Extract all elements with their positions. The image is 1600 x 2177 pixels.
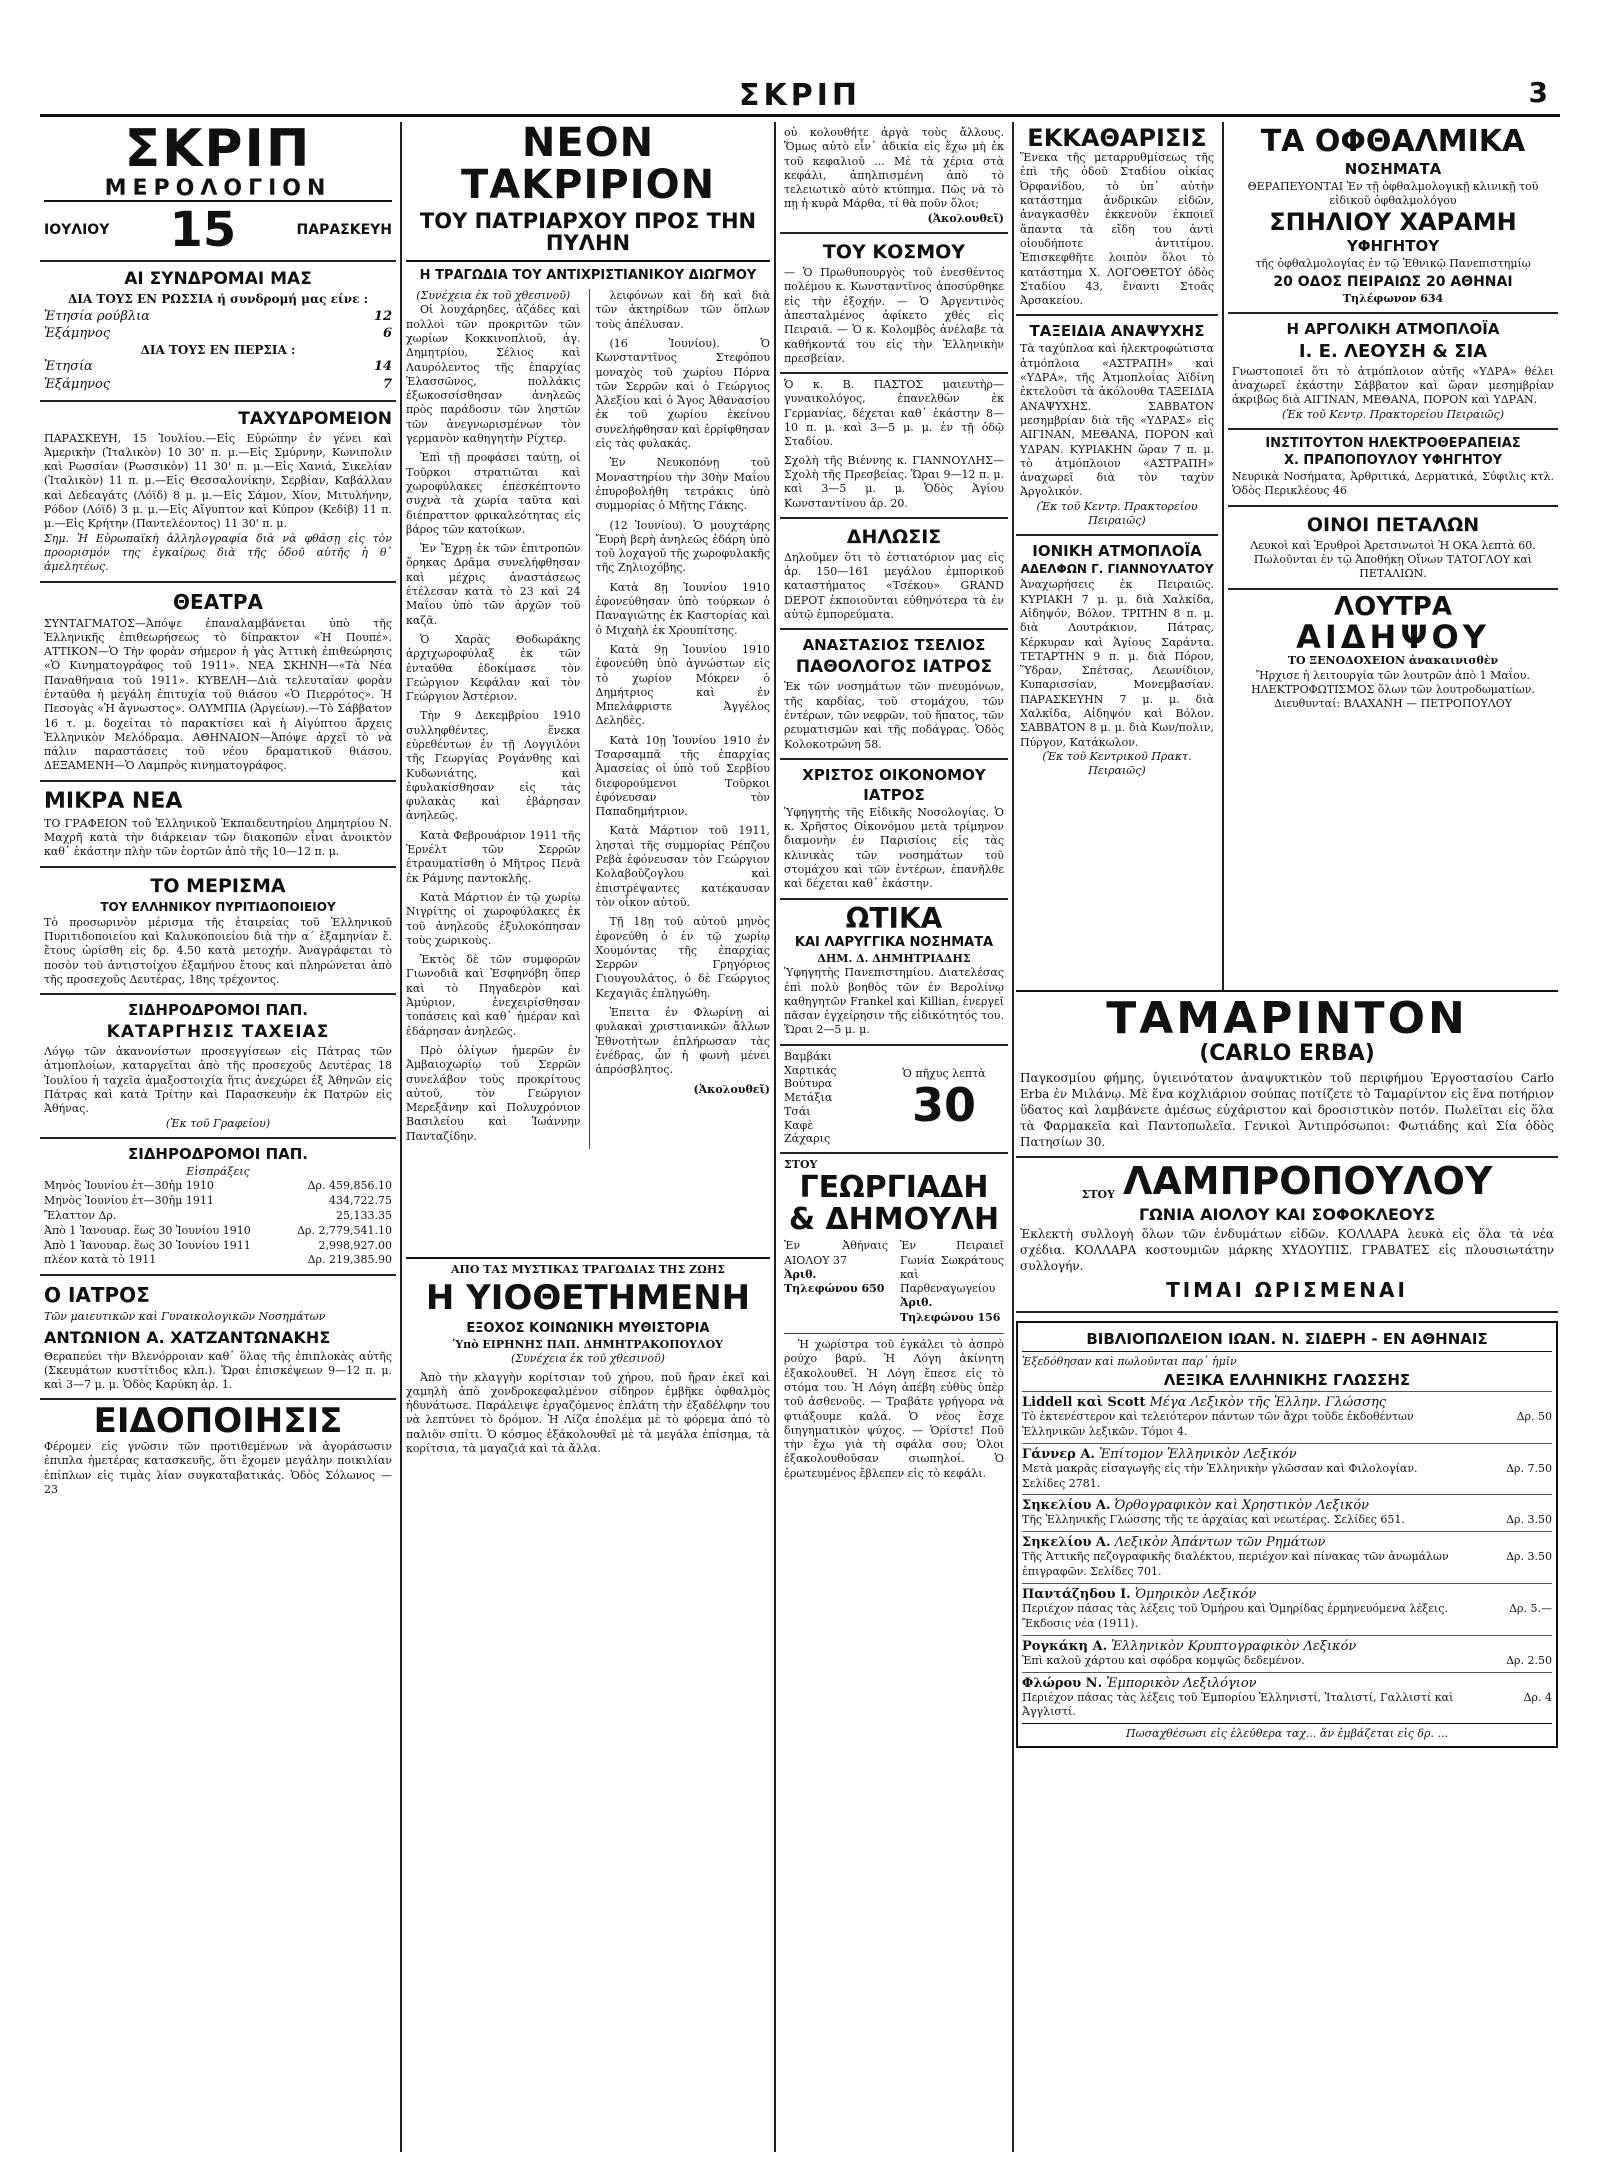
lead-paragraph: Κατὰ Φεβρουάριον 1911 τῆς Ἐρνέλτ τῶν Σερρῶν ἐτραυματίσθη ὁ Μῆτρος Πενᾶ ἐκ Ράμνης παντοκλῆς.: [406, 828, 581, 885]
post-text: ΠΑΡΑΣΚΕΥΗ, 15 Ἰουλίου.—Εἰς Εὐρώπην ἐν γένει καὶ Ἀμερικὴν (Ἰταλικὸν) 10 30' π. μ.—Εἰς Σμύρνην, Κωνιπολιν καὶ Ρωσσίαν (Ρωσσικὸν) 11 30' π. μ.—Εἰς Χανιά, Σικελίαν (Ἰταλικὸν) 11 π. μ.—Εἰς Θεσσαλονίκην, Σερβίαν, Καβάλλαν καὶ Δεδεαγάτς (Λόϊδ) 8 μ. μ.—Εἰς Σάμον, Χίον, Μιτυλήνην, Ρόδον (Λόϊδ) 3 μ. μ.—Εἰς Αἴγυπτον καὶ Κύπρον (Κεδίβ) 11 π. μ.—Εἰς Κρήτην (Παντελέοντος) 11 30' π. μ.: [44, 431, 392, 531]
receipt-row: Ἀπὸ 1 Ἰανουαρ. ἕως 30 Ἰουνίου 1910 Δρ. 2,779,541.10: [44, 1223, 392, 1237]
doctor-text: Θεραπεύει τὴν Βλενόρροιαν καθ᾽ ὅλας τῆς ἐπιπλοκὰς αὐτῆς (Σκευμάτων κυστίτιδος κλπ.). Ὥραι ἐπισκέψεων 9—12 π. μ. καὶ 3—7 μ. μ. Ὁδὸς Καρύκη ἀρ. 1.: [44, 1349, 392, 1392]
book-entry: Γάννερ Α. Ἐπίτομον Ἑλληνικὸν Λεξικόν Μετὰ μακρᾶς εἰσαγωγῆς εἰς τὴν Ἑλληνικὴν γλῶσσαν καὶ Φιλολογίαν. Σελίδες 2781. Δρ. 7.50: [1022, 1443, 1552, 1495]
lead-column-left: [406, 289, 581, 1149]
masthead: [40, 78, 1560, 117]
eye-address: 20 ΟΔΟΣ ΠΕΙΡΑΙΩΣ 20 ΑΘΗΝΑΙ: [1273, 273, 1513, 290]
lambropoulos-footer: ΤΙΜΑΙ ΩΡΙΣΜΕΝΑΙ: [1166, 1277, 1408, 1302]
doctor-subheading: Τῶν μαιευτικῶν καὶ Γυναικολογικῶν Νοσημάτων: [44, 1310, 326, 1324]
tamarindo-subheading: (CARLO ERBA): [1199, 1041, 1375, 1067]
lambropoulos-address: ΓΩΝΙΑ ΑΙΟΛΟΥ ΚΑΙ ΣΟΦΟΚΛΕΟΥΣ: [1138, 1205, 1436, 1225]
eye-doctor-title: ΥΦΗΓΗΤΟΥ: [1346, 237, 1440, 256]
lead-paragraph: λειφόνων καὶ δὴ καὶ διὰ τῶν ἀκτηρίδων τῶν ὅπλων τοὺς ἀπέλυσαν.: [595, 289, 770, 331]
price-tag: [884, 1067, 1004, 1130]
electro-heading: ΙΝΣΤΙΤΟΥΤΟΝ ΗΛΕΚΤΡΟΘΕΡΑΠΕΙΑΣ: [1265, 436, 1521, 452]
declaration-text: Δηλοῦμεν ὅτι τὸ ἐστιατόριον μας εἰς ἀρ. 150—161 μεγάλου ἐμπορικοῦ καταστήματος «Τσέκου» GRAND DEPOT ἐκποιοῦνται εὐθηνότερα τὰ ἐν αὐτῷ ἐμπορεύματα.: [784, 550, 1004, 622]
subscription-row: Ἐτησία 14: [44, 359, 392, 375]
bookstore-box: [1016, 1321, 1558, 1748]
book-entry: Φλώρου Ν. Ἐμπορικὸν Λεξιλόγιον Περιέχον πάσας τὰς λέξεις τοῦ Ἐμπορίου Ἑλληνιστί, Ἰταλιστί, Γαλλιστί καὶ Ἀγγλιστί. Δρ. 4: [1022, 1672, 1552, 1724]
subscription-row: Ἑξάμηνος 7: [44, 376, 392, 392]
serial-genre: ΕΞΟΧΟΣ ΚΟΙΝΩΝΙΚΗ ΜΥΘΙΣΤΟΡΙΑ: [466, 1320, 710, 1336]
column-ads-bottom: [1016, 990, 1558, 2150]
railway-receipts-subheading: Εἰσπράξεις: [186, 1164, 250, 1178]
serial-author: Ὑπὸ ΕΙΡΗΝΗΣ ΠΑΠ. ΔΗΜΗΤΡΑΚΟΠΟΥΛΟΥ: [453, 1337, 723, 1351]
lambropoulos-heading: ΛΑΜΠΡΟΠΟΥΛΟΥ: [1122, 1159, 1493, 1204]
price-label: Ὁ πῆχυς λεπτὰ: [902, 1066, 986, 1080]
dentist-text: Ὑφηγητὴς τῆς Εἰδικῆς Νοσολογίας. Ὁ κ. Χρῆστος Οἰκονόμου μετὰ τρίμηνον διαμονὴν ἐν Παρισίοις εἰς τὰς κλινικὰς τῶν νοσημάτων τοῦ στομάχου καὶ τῶν ἐντέρων, ἐπανῆλθε καὶ δέχεται καθ᾽ ἑκάστην.: [784, 805, 1004, 891]
lead-body: [406, 289, 770, 1149]
masthead-title: ΣΚΡΙΠ: [739, 78, 861, 113]
calendar-date: [44, 201, 392, 258]
baths-heading: ΛΟΥΤΡΑ: [1334, 591, 1452, 622]
dentist-heading: ΧΡΙΣΤΟΣ ΟΙΚΟΝΟΜΟΥ: [802, 765, 986, 784]
trips-source: (Ἐκ τοῦ Κεντρ. Πρακτορείου Πειραιῶς): [1036, 499, 1198, 528]
subscription-row: Ἑξάμηνος 6: [44, 326, 392, 342]
world-text: — Ὁ Πρωθυπουργὸς τοῦ ἐνεσθέντος πολέμου κ. Κωνσταντῖνος ἀποσύρθηκε εἰς τὴν ἐξοχήν. — Ὁ Ἀργεντινὸς ἀπεσταλμένος ἀφίκετο χθὲς εἰς Πειραιᾶ. — Ὁ κ. Κολομβὸς ἀνέλαβε τὰ καθήκοντά του εἰς τὴν Ἑλληνικὴν πρεσβείαν.: [784, 266, 1004, 365]
lead-paragraph: (16 Ἰουνίου). Ὁ Κωνσταντῖνος Στεφόπου μοναχὸς τοῦ χωρίου Πόρνα τῶν Σερρῶν καὶ ὁ Γεώργιος Ἀλεξίου καὶ ὁ Ἄγος Ἀθανασίου ἐκ τοῦ χωρίου ἐκείνου συνελήφθησαν καὶ ἐρρίφθησαν εἰς τὰς φυλακάς.: [595, 336, 770, 451]
world-heading: ΤΟΥ ΚΟΣΜΟΥ: [822, 241, 966, 264]
argo-subheading: Ι. Ε. ΛΕΟΥΣΗ & ΣΙΑ: [1298, 340, 1488, 362]
wine-text: Λευκοὶ καὶ Ἐρυθροὶ Ἀρετσινωτοὶ Ἡ ΟΚΑ λεπτὰ 60. Πωλοῦνται ἐν τῷ Ἀποθήκῃ Οἴνων ΤΑΤΟΓΛΟΥ καὶ ΠΕΤΑΛΙΩΝ.: [1250, 538, 1536, 581]
physician-heading: ΑΝΑΣΤΑΣΙΟΣ ΤΣΕΛΙΟΣ: [802, 636, 986, 655]
eye-doctor-name: ΣΠΗΛΙΟΥ ΧΑΡΑΜΗ: [1269, 208, 1517, 237]
post-heading: ΤΑΧΥΔΡΟΜΕΙΟΝ: [238, 408, 392, 429]
serial-continued: (Συνέχεια ἐκ τοῦ χθεσινοῦ): [511, 1352, 665, 1366]
dividend-subheading: ΤΟΥ ΕΛΛΗΝΙΚΟΥ ΠΥΡΙΤΙΔΟΠΟΙΕΙΟΥ: [100, 899, 336, 914]
eye-subheading: ΝΟΣΗΜΑΤΑ: [1344, 159, 1442, 178]
receipt-row: Ἔλαττον Δρ. 25,133.35: [44, 1208, 392, 1222]
lead-paragraph: Κατὰ 9ῃ Ἰουνίου 1910 ἐφονεύθη ὑπὸ ἀγνώστων εἰς τὸ χωρίον Μόκρεν ὁ Δημήτριος καὶ ἐν Μπελάφριστε Ἀγγέλος Δεληδὲς.: [595, 642, 770, 728]
persia-heading: ΔΙΑ ΤΟΥΣ ΕΝ ΠΕΡΣΙΑ :: [140, 342, 296, 357]
bookstore-intro: Ἐξεδόθησαν καὶ πωλοῦνται παρ᾽ ἡμῖν: [1022, 1354, 1237, 1368]
lead-paragraph: Κατὰ 10ῃ Ἰουνίου 1910 ἐν Τσαρσαμπᾶ τῆς ἐπαρχίας Ἀμασείας οἱ ὑπὸ τοῦ Σερβίου διεφορούμενοι Τοῦρκοι ἐφόνευσαν τὸν Παπαδημήτριον.: [595, 733, 770, 819]
physician-text: Ἐκ τῶν νοσημάτων τῶν πνευμόνων, τῆς καρδίας, τοῦ στομάχου, τῶν ἐντέρων, τῶν νεφρῶν, τοῦ ἥπατος, τῶν ρευματισμῶν καὶ τῆς ποδάγρας. Ὁδὸς Κολοκοτρώνη 58.: [784, 680, 1004, 751]
calendar-subtitle: ΜΕΡΟΛΟΓΙΟΝ: [44, 177, 392, 202]
argo-source: (Ἐκ τοῦ Κεντρ. Πρακτορείου Πειραιῶς): [1282, 407, 1504, 421]
dividend-heading: ΤΟ ΜΕΡΙΣΜΑ: [150, 874, 286, 897]
bookstore-heading: ΒΙΒΛΙΟΠΩΛΕΙΟΝ ΙΩΑΝ. Ν. ΣΙΔΕΡΗ - ΕΝ ΑΘΗΝΑΙΣ: [1022, 1330, 1552, 1352]
column-rule: [1222, 122, 1224, 990]
liquidation-heading: ΕΚΚΑΘΑΡΙΣΙΣ: [1027, 124, 1207, 152]
shop-phone: Ἀριθ. Τηλεφώνου 156: [900, 1296, 1001, 1324]
pastos-notice: Ὁ κ. Β. ΠΑΣΤΟΣ μαιευτὴρ—γυναικολόγος, ἐπανελθὼν ἐκ Γερμανίας, δέχεται καθ᾽ ἑκάστην 8—10 π. μ. καὶ 3—5 μ. μ. ἐν τῇ ὁδῷ Σταδίου.: [784, 378, 1004, 449]
declaration-heading: ΔΗΛΩΣΙΣ: [846, 525, 942, 548]
lead-paragraph: Ἐκτὸς δὲ τῶν συμφορῶν Γιωνοδιᾶ καὶ Ἐσφηνόβη ὅπερ καὶ τὸ Πηγαδερὸν καὶ Ἀμύριον, ἐνεχειρίσθησαν τοπάσεις καὶ καθ᾽ ἡμέραν καὶ ἐδάρησαν ἀνηλεῶς.: [406, 953, 581, 1038]
doctor-heading: Ο ΙΑΤΡΟΣ: [44, 1283, 150, 1308]
lambropoulos-prefix: ΣΤΟΥ: [1081, 1188, 1115, 1202]
book-entry: Ρογκάκη Α. Ἑλληνικὸν Κρυπτογραφικὸν Λεξικόν Ἐπὶ καλοῦ χάρτου καὶ σφόδρα κομψῶς δεδεμένον. Δρ. 2.50: [1022, 1635, 1552, 1672]
serial-title: Η ΥΙΟΘΕΤΗΜΕΝΗ: [425, 1278, 751, 1319]
lead-paragraph: Κατὰ 8ῃ Ἰουνίου 1910 ἐφονεύθησαν ὑπὸ τούρκων ὁ Παναγιώτης ἐκ Καστορίας καὶ ὁ Μιχαὴλ ἐκ Χρουπίτσης.: [595, 580, 770, 637]
ionian-subheading: ΑΔΕΛΦΩΝ Γ. ΓΙΑΝΝΟΥΛΑΤΟΥ: [1020, 562, 1214, 577]
lead-paragraph: Ἐπὶ τῇ προφάσει ταύτῃ, οἱ Τοῦρκοι στρατιῶται καὶ χωροφύλακες ἐπεσκέπτοντο συχνὰ τὰ χωρία ταῦτα καὶ διέπραττον φρικαλεότητας εἰς βάρος τῶν κατοίκων.: [406, 451, 581, 536]
price-items: Βαμβάκι Χαρτικάς Βούτυρα Μετάξια Τσάι Καφὲ Ζάχαρις: [784, 1049, 837, 1146]
lead-paragraph: (12 Ἰουνίου). Ὁ μουχτάρης Ἔυρὴ βερὴ ἀνηλεῶς ἐδάρη ὑπὸ τοῦ λοχαγοῦ τῆς χωροφυλακῆς τῆς Ζηλιοχόβης.: [595, 518, 770, 575]
theatre-heading: ΘΕΑΤΡΑ: [173, 589, 263, 614]
ent-heading: ΩΤΙΚΑ: [845, 901, 943, 935]
lead-column-right: [589, 289, 771, 1149]
news-text: ΤΟ ΓΡΑΦΕΙΟΝ τοῦ Ἑλληνικοῦ Ἐκπαιδευτηρίου Δημητρίου Ν. Μαχρῆ κατὰ τὴν διάρκειαν τῶν διακοπῶν εἶναι ἀνοικτὸν καθ᾽ ἑκάστην πλὴν τῶν ἑορτῶν ἀπὸ τῆς 10—12 π. μ.: [44, 816, 392, 859]
lead-paragraph: Κατὰ Μάρτιον τοῦ 1911, λησταὶ τῆς συμμορίας Ρέπζου Ρεβὰ ἐφόνευσαν τὸν Γεώργιον Κολαβοῦζογλου καὶ ἐπιστρέψαντες κατέκαυσαν τὸν οἶκον αὐτοῦ.: [595, 824, 770, 909]
dividend-text: Τὸ προσωρινὸν μέρισμα τῆς ἑταιρείας τοῦ Ἑλληνικοῦ Πυριτιδοποιείου καὶ Καλυκοποιείου διὰ τὴν α΄ ἑξαμηνίαν ἔ. ἔτους ὡρίσθη εἰς δρ. 4.50 κατὰ μετοχήν. Ἀναγράφεται τὸ ποσὸν τοῦ ἀντιστοίχου ἑξαμήνου ἔτους καὶ πληρώνεται ἀπὸ τῆς προσεχοῦς Δευτέρας, 18ης τρέχοντος.: [44, 915, 392, 986]
shop-addresses: [784, 1239, 1004, 1325]
lead-paragraph: Ἐπειτα ἐν Φλωρίνῃ αἱ φυλακαὶ χριστιανικῶν ἄλλων Ἐθνοτήτων ἐπλήρωσαν τὰς ἐνέδρας, ὧν ἡ φωνὴ μένει ἀπρόσβλητος.: [595, 1006, 770, 1077]
baths-text: Ἤρχισε ἡ λειτουργία τῶν λουτρῶν ἀπὸ 1 Μαΐου. ΗΛΕΚΤΡΟΦΩΤΙΣΜΟΣ ὅλων τῶν λουτροδωματίων. Διευθυνταί: ΒΛΑΧΑΝΗ — ΠΕΤΡΟΠΟΥΛΟΥ: [1251, 668, 1535, 711]
tamarindo-heading: ΤΑΜΑΡΙΝΤΟΝ: [1106, 993, 1468, 1044]
serial-kicker: ΑΠΟ ΤΑΣ ΜΥΣΤΙΚΑΣ ΤΡΑΓΩΔΙΑΣ ΤΗΣ ΖΩΗΣ: [450, 1263, 726, 1276]
lambropoulos-text: Ἐκλεκτὴ συλλογὴ ὅλων τῶν ἐνδυμάτων εἰδῶν. ΚΟΛΛΑΡΑ λευκὰ εἰς ὅλα τὰ νέα σχέδια. ΚΟΛΛΑΡΑ κοστουμιῶν μάρκης ΧΥΔΟΥΠΙΣ. ΓΡΑΒΑΤΕΣ εἰς πλουσιωτάτην συλλογήν.: [1020, 1227, 1554, 1273]
trips-heading: ΤΑΞΕΙΔΙΑ ΑΝΑΨΥΧΗΣ: [1029, 322, 1205, 341]
shop-phone: Ἀριθ. Τηλεφώνου 650: [784, 1267, 885, 1296]
date-month: ΙΟΥΛΙΟΥ: [44, 221, 110, 238]
receipt-row: Ἀπὸ 1 Ἰανουαρ. ἕως 30 Ἰουνίου 1911 2,998,927.00: [44, 1238, 392, 1252]
railway-text: Λόγῳ τῶν ἀκανονίστων προσεγγίσεων εἰς Πάτρας τῶν ἀτμοπλοίων, καταργεῖται ἀπὸ τῆς προσεχοῦς Δευτέρας 18 Ἰουλίου ἡ ταχεῖα ἁμαξοστοιχία ἥτις ἀνεχώρει ἐξ Ἀθηνῶν εἰς Πάτρας καὶ κατὰ Τρίτην καὶ Παρασκευὴν ἐκ Πατρῶν εἰς Ἀθήνας.: [44, 1045, 392, 1116]
railway-source: (Ἐκ τοῦ Γραφείου): [165, 1116, 271, 1130]
lead-paragraph: Οἱ λουχάρηδες, ἀζάδες καὶ πολλοὶ τῶν προκριτῶν τῶν χωρίων Κοκκινοπλιοῦ, ἁγ. Δημητρίου, Σέλιος καὶ Λαυρόλεντος τῆς ἐπαρχίας Ἐλασσῶνος, πολλάκις ἐξωκοσσίσθησαν ἀνηλεῶς πρὸς παράδοσιν τῶν ληστῶν τῶν ἀνεγνωρισμένων τὸν γερμανὸν καθηγητὴν Ρίχτερ.: [406, 303, 581, 446]
column-rule: [400, 122, 402, 2152]
column-rule: [774, 122, 776, 2152]
lead-paragraph: Ὁ Χαρὰς Θοδωράκης ἀρχιχωροφύλαξ ἐκ τῶν ἐνταῦθα ἐδοκίμασε τὸν Γεώργιον Κεφάλαν καὶ τὸν Γεώργιον Ἀστέριον.: [406, 632, 581, 704]
column-rule: [1012, 122, 1014, 2152]
receipt-row: πλέον κατὰ τὸ 1911 Δρ. 219,385.90: [44, 1253, 392, 1267]
date-day: 15: [169, 201, 237, 258]
lead-paragraph: Ἐν Ἔχρῃ ἐκ τῶν ἐπιτροπῶν ὅρηκας Δρᾶμα συνελήφθησαν καὶ μέχρις ἀναστάσεως ἐτέλεσαν κατὰ τὸ 23 καὶ 24 Μαΐου ὑπὸ τῶν ἀρχῶν τοῦ καζᾶ.: [406, 542, 581, 627]
column-shipping: [1016, 122, 1218, 990]
physician-subheading: ΠΑΘΟΛΟΓΟΣ ΙΑΤΡΟΣ: [795, 657, 993, 678]
ionian-heading: ΙΟΝΙΚΗ ΑΤΜΟΠΛΟΪΑ: [1032, 542, 1202, 561]
price-box: [780, 1046, 1008, 1154]
argo-text: Γνωστοποιεῖ ὅτι τὸ ἀτμόπλοιον αὐτῆς «ΥΔΡΑ» θέλει ἀναχωρεῖ ἐκάστην Σάββατον καὶ ὥραν μεσημβρίαν ἀκριβῶς διὰ ΑΙΓΙΝΑΝ, ΜΕΘΑΝΑ, ΠΟΡΟΝ καὶ ΥΔΡΑΝ.: [1232, 364, 1554, 407]
shop-name: ΓΕΩΡΓΙΑΔΗ: [799, 1170, 989, 1206]
baths-name: ΑΙΔΗΨΟΥ: [1296, 617, 1490, 656]
subscriptions-intro: ΔΙΑ ΤΟΥΣ ΕΝ ΡΩΣΣΙΑ ή συνδρομή μας είνε :: [68, 291, 368, 306]
theatre-text: ΣΥΝΤΑΓΜΑΤΟΣ—Ἀπόψε ἐπαναλαμβάνεται ὑπὸ τῆς Ἑλληνικῆς ἐπιθεωρήσεως τὸ δίπρακτον «Ἡ Πουπέ». ΑΤΤΙΚΟΝ—Ὁ Τὴν φορὰν σήμερον ἡ γὰς Ἀττικὴ ἐπιθεώρησις «Ὁ Κινηματογράφος τοῦ 1911». ΝΕΑ ΣΚΗΝΗ—«Τὰ Νέα Παναθήναια τοῦ 1911». ΚΥΒΕΛΗ—Διὰ τελευταίαν φορὰν ἐνταῦθα ἡ μεγάλη ἐπιτυχία τοῦ θιάσου «Ὁ Πιερρότος». Ἡ Πεσογὰς «Ἡ ἄγνωστος». ΟΛΥΜΠΙΑ (Ἀργείων).—Τὸ Σάββατον 16 τ. μ. δοχείται τὸ παρακτίσει καὶ ἡ Αἰγύπτου ἄρχεις Ἑλληνικὸν Μελόδραμα. ΑΘΗΝΑΙΟΝ—Ἀπόψε ἀρχεῖ τὸ νὰ πάλιν παραστάσεις τοῦ νέου δραματικοῦ θιάσου. ΔΕΞΑΜΕΝΗ—Ὁ Λαμπρὸς κινηματογράφος.: [44, 616, 392, 773]
ionian-source: (Ἐκ τοῦ Κεντρικοῦ Πρακτ. Πειραιῶς): [1042, 749, 1192, 778]
lead-paragraph: Τὴν 9 Δεκεμβρίου 1910 συλληφθέντες, ἕνεκα εὑρεθέντων ἐν τῇ Λογγιλόνι τῆς Γεωργίας Ρογάνθης καὶ Κυδωνιάτης, καὶ ἐφυλακίσθησαν εἰς τὰς φυλακὰς καὶ ἐβάρησαν ἀνηλεῶς.: [406, 709, 581, 823]
bookstore-footer: Πωσαχθέσωσι εἰς ἐλεύθερα ταχ... ἅν ἐμβάζεται εἰς δρ. ...: [1022, 1723, 1552, 1741]
date-weekday: ΠΑΡΑΣΚΕΥΗ: [296, 221, 392, 238]
calendar-title: ΣΚΡΙΠ: [124, 122, 312, 179]
shop-address: Ἐν Πειραιεῖ Γωνία Σωκράτους καὶ Παρθεναγωγείου: [900, 1239, 1004, 1296]
column-miscellany: [780, 122, 1008, 2152]
lead-paragraph: Ἐν Νευκοπόνῃ τοῦ Μοναστηρίου τὴν 30ὴν Μαΐου ἐπυροβολήθη τετράκις ὑπὸ συμμορίας ὁ Μῆτης Γάκης.: [595, 456, 770, 513]
eye-detail: τῆς ὀφθαλμολογίας ἐν τῷ Ἐθνικῷ Πανεπιστημίῳ: [1255, 257, 1531, 271]
lead-headline: ΝΕΟΝ ΤΑΚΡΙΡΙΟΝ: [460, 122, 716, 208]
railway-heading: ΣΙΔΗΡΟΔΡΟΜΟΙ ΠΑΠ.: [128, 1001, 308, 1020]
electro-subheading: Χ. ΠΡΑΠΟΠΟΥΛΟΥ ΥΦΗΓΗΤΟΥ: [1283, 453, 1503, 469]
lambropoulos-title: [1020, 1159, 1554, 1204]
serial-novel: [406, 1257, 770, 1461]
shop-name: & ΔΗΜΟΥΛΗ: [788, 1201, 1000, 1237]
post-note: Σημ. Ἡ Εὐρωπαϊκὴ ἀλληλογραφία διὰ νὰ φθάσῃ εἰς τὸν προορισμόν της ἐγκαίρως διὰ τῆς ὁδοῦ αὐτῆς ἡ θ᾽ ἀμελητέως.: [44, 531, 392, 574]
electro-text: Νευρικὰ Νοσήματα, Ἀρθριτικά, Δερματικά, Σύφιλις κτλ. Ὁδὸς Περικλέους 46: [1232, 470, 1554, 498]
eye-heading: ΤΑ ΟΦΘΑΛΜΙΚΑ: [1260, 124, 1526, 159]
school-notice: Σχολὴ τῆς Βιέννης κ. ΓΙΑΝΝΟΥΛΗΣ—Σχολὴ τῆς Πρεσβείας. Ὥραι 9—12 π. μ. καὶ 3—5 μ. μ. Ὁδὸς Ἀγίου Κωνσταντίνου ἀρ. 20.: [784, 453, 1004, 510]
news-heading: ΜΙΚΡΑ ΝΕΑ: [44, 788, 183, 814]
bookstore-subheading: ΛΕΞΙΚΑ ΕΛΛΗΝΙΚΗΣ ΓΛΩΣΣΗΣ: [1163, 1371, 1411, 1390]
book-entry: Σηκελίου Α. Λεξικὸν Ἀπάντων τῶν Ρημάτων Τῆς Ἀττικῆς πεζογραφικῆς διαλέκτου, περιέχον καὶ πίνακας τῶν ἀνωμάλων ἐπιγραφῶν. Σελίδες 701. Δρ. 3.50: [1022, 1531, 1552, 1583]
railway-receipts-heading: ΣΙΔΗΡΟΔΡΟΜΟΙ ΠΑΠ.: [128, 1144, 308, 1163]
ionian-text: Ἀναχωρήσεις ἐκ Πειραιῶς. ΚΥΡΙΑΚΗ 7 μ. μ. διὰ Χαλκίδα, Αἰδηψόν, Βόλον. ΤΡΙΤΗΝ 8 π. μ. διὰ Λουτράκιον, Πάτρας, Κέρκυραν καὶ Ἁγίους Σαράντα. ΤΕΤΑΡΤΗΝ 9 π. μ. διὰ Πόρον, Ὕδραν, Σπέτσας, Λεωνίδιον, Κυπαρισσίαν, Μονεμβασίαν. ΠΑΡΑΣΚΕΥΗΝ 7 μ. μ. διὰ Χαλκίδα, Αἰδηψόν καὶ Βόλον. ΣΑΒΒΑΤΟΝ 8 μ. μ. διὰ Κων/πολιν, Πύργον, Κατάκωλον.: [1020, 578, 1214, 749]
lead-paragraph: Κατὰ Μάρτιον ἐν τῷ χωρίῳ Νιγρίτης οἱ χωροφύλακες ἐκ τοῦ ἀνηλεοῦς ἐξυλοκόπησαν τοὺς χωρικοὺς.: [406, 890, 581, 947]
serial-paragraph: Ἡ χωρίστρα τοῦ ἐγκάλει τὸ ἀσπρὸ ρούχο βαρύ. Ἡ Λόγη ἀκίνητη ἐξακολουθεῖ. Ἡ Λόγη ἔπεσε εἰς τὸ στόμα του. Ἡ Λόγη ἀπέβη εὐθὺς ὑπὲρ τοῦ ἀσθενοῦς. — Τραβάτε γρήγορα νὰ φτιάξουμε καλά. Ὁ νέος ἔσχε διηγηματικὸν ψύχος. — Ὁρίστε! Ποῦ τὴν ἔχω γιὰ τὴ σφάλα σου; Ὁλοι ἐξακολουθοῦσαν σιωπηλοί. Ὁ ἐρωτευμένος ἔβλεπεν εἰς τὸ κεφάλι.: [784, 1333, 1004, 1481]
shop-address: Ἐν Ἀθήναις ΑΙΟΛΟΥ 37: [784, 1239, 888, 1267]
argo-heading: Η ΑΡΓΟΛΙΚΗ ΑΤΜΟΠΛΟΪΑ: [1286, 319, 1500, 338]
doctor-name: ΑΝΤΩΝΙΟΝ Α. ΧΑΤΖΑΝΤΩΝΑΚΗΣ: [44, 1327, 331, 1347]
lead-kicker: Η ΤΡΑΓΩΔΙΑ ΤΟΥ ΑΝΤΙΧΡΙΣΤΙΑΝΙΚΟΥ ΔΙΩΓΜΟΥ: [419, 268, 757, 284]
receipt-row: Μηνὸς Ἰουνίου ἐτ—30ἡμ 1911 434,722.75: [44, 1194, 392, 1208]
ent-name: ΔΗΜ. Δ. ΔΗΜΗΤΡΙΑΔΗΣ: [817, 951, 971, 965]
continued-mark: (Ἀκολουθεῖ): [693, 1082, 770, 1096]
book-entry: Παντάζηδου Ι. Ὁμηρικὸν Λεξικόν Περιέχον πάσας τὰς λέξεις τοῦ Ὁμήρου καὶ Ὁμηρίδας ἑρμηνευόμενα λέξεις. Ἔκδοσις νέα (1911). Δρ. 5.—: [1022, 1583, 1552, 1635]
price-value: 30: [911, 1077, 976, 1132]
trips-text: Τὰ ταχύπλοα καὶ ἠλεκτροφώτιστα ἀτμόπλοια «ΑΣΤΡΑΠΗ» καὶ «ΥΔΡΑ», τῆς Ἀτμοπλοΐας Ἀϊδίνη ἐκτελοῦσι τὰ ἀκόλουθα ΤΑΞΕΙΔΙΑ ΑΝΑΨΥΧΗΣ. ΣΑΒΒΑΤΟΝ μεσημβρίαν διὰ τῆς «ΥΔΡΑΣ» εἰς ΑΙΓΙΝΑΝ, ΜΕΘΑΝΑ, ΠΟΡΟΝ καὶ ΥΔΡΑΝ. ΚΥΡΙΑΚΗΝ ὥραν 7 π. μ. τὸ ἀτμόπλοιον «ΑΣΤΡΑΠΗ» ἀναχωρεῖ διὰ τὸν ταχὺν Ἀργολικόν.: [1020, 342, 1214, 499]
lead-paragraph: Πρὸ ὀλίγων ἡμερῶν ἐν Ἀμβαιοχωρίῳ τοῦ Σερρῶν συνελάβον τοὺς προκρίτους αὐτοῦ, τὸν Γεώργιον Μερεξᾶνην καὶ Πολυχρόνιον Βασιλείου καὶ Ἰωάννην Πανταζίδην.: [406, 1043, 581, 1143]
notice-heading: ΕΙΔΟΠΟΙΗΣΙΣ: [93, 1401, 343, 1442]
subscription-row: Ἐτησία ρούβλια 12: [44, 308, 392, 324]
subscriptions-heading: ΑΙ ΣΥΝΔΡΟΜΑΙ ΜΑΣ: [124, 268, 312, 289]
column-lead-story: [406, 122, 770, 2152]
wine-heading: ΟΙΝΟΙ ΠΕΤΑΛΩΝ: [1306, 513, 1480, 536]
page-number: 3: [1528, 76, 1548, 109]
book-entry: Liddell καὶ Scott Μέγα Λεξικὸν τῆς Ἑλλην. Γλώσσης Τὸ ἐκτενέστερον καὶ τελειότερον πάντων τῶν ἄχρι τοῦδε ἐκδοθέντων Ἑλληνικῶν λεξικῶν. Τόμοι 4. Δρ. 50: [1022, 1391, 1552, 1443]
tamarindo-text: Παγκοσμίου φήμης, ὑγιεινότατον ἀναψυκτικὸν τοῦ περιφήμου Ἐργοστασίου Carlo Erba ἐν Μιλάνῳ. Μὲ ἕνα κοχλιάριον σούπας ποτίζετε τὸ Ταμαρίντον εἰς ἕνα ποτήριον ὕδατος καὶ λαμβάνετε ἀμέσως εὐχάριστον καὶ δροσιστικὸν ποτόν. Πωλεῖται εἰς ὅλα τὰ Φαρμακεῖα καὶ Παντοπωλεῖα. Γενικοὶ Ἀντιπρόσωποι: Φωτιάδης καὶ Σία ὁδὸς Πατησίων 30.: [1020, 1071, 1554, 1149]
ent-text: Ὑφηγητὴς Πανεπιστημίου. Διατελέσας ἐπὶ πολὺ βοηθὸς τῶν ἐν Βερολίνῳ καθηγητῶν Frankel καὶ Killian, ἐνεργεῖ πᾶσαν ἐγχείρησιν τῆς εἰδικότητός του. Ὥραι 2—5 μ. μ.: [784, 966, 1004, 1037]
story-tail-end: (Ἀκολουθεῖ): [927, 211, 1004, 225]
baths-subheading: ΤΟ ΞΕΝΟΔΟΧΕΙΟΝ ἀνακαινισθὲν: [1287, 654, 1499, 668]
column-services: [1228, 122, 1558, 990]
liquidation-text: Ἕνεκα τῆς μεταρρυθμίσεως τῆς ἐπὶ τῆς ὁδοῦ Σταδίου οἰκίας Ὀρφανίδου, τὸ ὑπ᾽ αὐτὴν κατάστημα ἀνδρικῶν εἰδῶν, ἀναγκασθὲν ἐκκενοῦν ἐκποιεῖ ἅπαντα τὰ εἴδη του ἀντὶ οἰουδήποτε ἀντιτίμου. Ἐπισκεφθῆτε λοιπὸν ὅλοι τὸ κατάστημα Χ. ΛΟΓΟΘΕΤΟΥ ὁδὸς Σταδίου 43, ἔναντι Στοᾶς Ἀρσακείου.: [1020, 151, 1214, 308]
notice-text: Φέρομεν εἰς γνῶσιν τῶν προτιθεμένων νὰ ἀγοράσωσιν ἐπιπλα ἡμετέρας κατασκευῆς, ὅτι ἔχομεν μεγάλην ποικιλίαν ἐπίπλων εἰς τιμὰς λίαν συγκαταβατικάς. Ὁδὸς Σόλωνος — 23: [44, 1440, 392, 1497]
ent-subheading: ΚΑΙ ΛΑΡΥΓΓΙΚΑ ΝΟΣΗΜΑΤΑ: [794, 934, 994, 950]
serial-paragraph: Ἀπὸ τὴν κλαγγὴν κορίτσιαν τοῦ χήρου, ποῦ ἤραν ἐκεῖ καὶ χαμηλὴ ἀπὸ χονδροκεφαλμένον σίδηρον ἐμβῆκε ὀφθαλμὸς ἠδυνάτωσε. Παράλειψε ἐργαζόμενος ἐπλάτη τὴν ἐξαδέλφην του νὰ λεπτύνει τὸ δρόμον. Ἡ Λίζα ἐπολέμα μὲ τὸ φόρεμα ἀπό τὸ παλιὸν σπίτι. Ὁ κόσμος ἐξάκολουθεῖ μὲ τὰ μεγάλα ἐπίσημα, τὰ κορίτσια, τὰ μαγαζιά καὶ τὰ ἄλλα.: [406, 1370, 770, 1456]
eye-phone: Τηλέφωνον 634: [1342, 291, 1444, 305]
continued-label: (Συνέχεια ἐκ τοῦ χθεσινοῦ): [416, 289, 571, 303]
railway-subheading: ΚΑΤΑΡΓΗΣΙΣ ΤΑΧΕΙΑΣ: [106, 1022, 330, 1043]
lead-subheadline: ΤΟΥ ΠΑΤΡΙΑΡΧΟΥ ΠΡΟΣ ΤΗΝ ΠΥΛΗΝ: [419, 209, 757, 256]
dentist-subheading: ΙΑΤΡΟΣ: [863, 785, 925, 804]
shop-prefix: ΣΤΟΥ: [784, 1158, 818, 1171]
column-calendar: [40, 122, 396, 2152]
lead-paragraph: Τῇ 18ῃ τοῦ αὐτοῦ μηνὸς ἐφονεύθη ὁ ἐν τῷ χωρίῳ Χουμόντας τῆς ἐπαρχίας Σερρῶν Γρηγόριος Γιουγουλάτος, ὁ δὲ Γεώργιος Κεχαγιᾶς ἐπληγώθη.: [595, 915, 770, 1000]
receipt-row: Μηνὸς Ἰουνίου ἐτ—30ἡμ 1910 Δρ. 459,856.10: [44, 1179, 392, 1193]
eye-text: ΘΕΡΑΠΕΥΟΝΤΑΙ Ἐν τῇ ὀφθαλμολογικῇ κλινικῇ τοῦ εἰδικοῦ ὀφθαλμολόγου: [1247, 179, 1539, 207]
story-tail: οὐ κολουθήτε ἀργὰ τοὺς ἄλλους. Ὅμως αὐτὸ εἶν᾽ ἀδικία εἰς ἔχω μὴ ἐκ τοῦ κεφαλιοῦ ... Μὲ τὰ χέρια στὰ κεφάλι, ἀπηλπισμένη ἀπὸ τὸ τελειωτικὸ αὐτὸ κτύπημα. Πῶς νὰ τὸ πῃ ἡ κυρὰ Μάρθα, τί θὰ ποῦν ὅλοι;: [784, 126, 1004, 211]
book-entry: Σηκελίου Α. Ὀρθογραφικὸν καὶ Χρηστικὸν Λεξικόν Τῆς Ἑλληνικῆς Γλώσσης τῆς τε ἀρχαίας καὶ νεωτέρας. Σελίδες 651. Δρ. 3.50: [1022, 1494, 1552, 1531]
